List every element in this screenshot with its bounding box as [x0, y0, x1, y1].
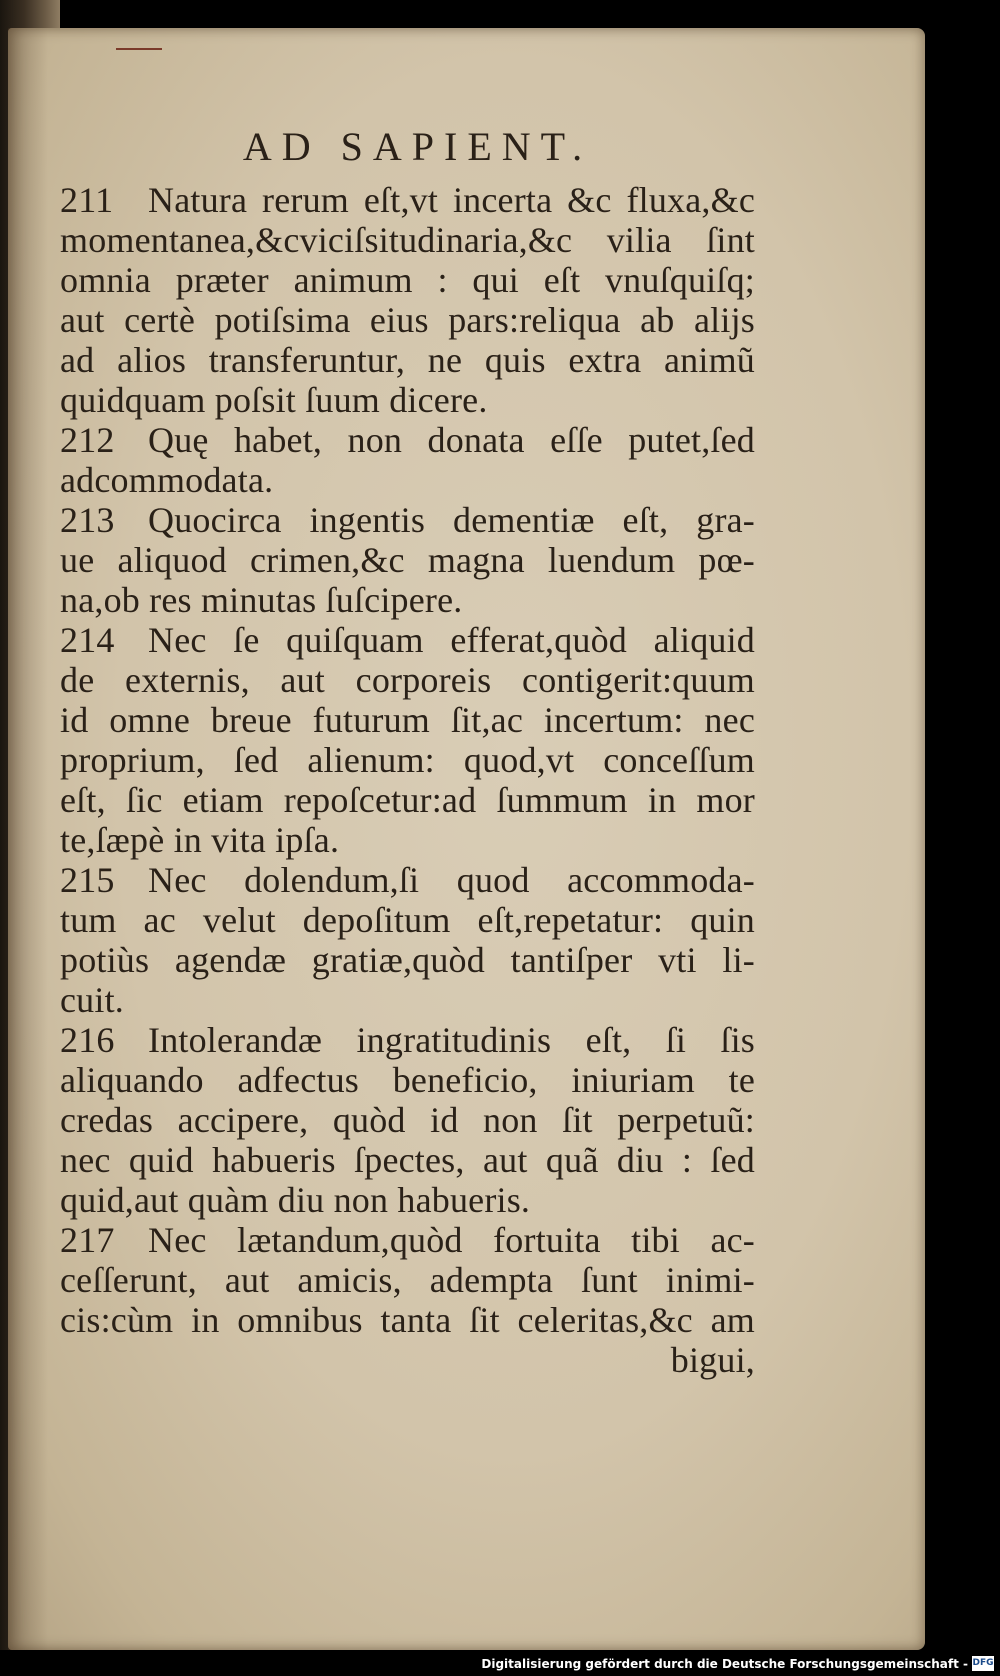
- line-text: quidquam poſsit ſuum dicere.: [60, 380, 488, 420]
- text-lines: [60, 180, 755, 1380]
- line-text: nec quid habueris ſpectes, aut quã diu : ſed: [60, 1140, 755, 1180]
- paragraph-number: 217: [60, 1220, 115, 1260]
- line-text: cuit.: [60, 980, 124, 1020]
- line-text: Nec dolendum,ſi quod accommoda-: [148, 860, 755, 900]
- book-page: [8, 28, 925, 1650]
- paragraph-number: 214: [60, 620, 115, 660]
- text-line: [60, 460, 755, 500]
- line-text: proprium, ſed alienum: quod,vt conceſſum: [60, 740, 755, 780]
- text-line: [60, 1020, 755, 1060]
- text-line: [60, 300, 755, 340]
- line-text: aliquando adfectus beneficio, iniuriam te: [60, 1060, 755, 1100]
- text-line: [60, 980, 755, 1020]
- line-text: Quocirca ingentis dementiæ eſt, gra-: [148, 500, 755, 540]
- line-text: na,ob res minutas ſuſcipere.: [60, 580, 463, 620]
- text-line: [60, 620, 755, 660]
- text-line: [60, 500, 755, 540]
- line-text: te,ſæpè in vita ipſa.: [60, 820, 340, 860]
- line-text: eſt, ſic etiam repoſcetur:ad ſummum in mor: [60, 780, 755, 820]
- running-head: AD SAPIENT.: [242, 124, 593, 169]
- line-text: quid,aut quàm diu non habueris.: [60, 1180, 531, 1220]
- text-line: [60, 540, 755, 580]
- text-line: [60, 380, 755, 420]
- line-text: Intolerandæ ingratitudinis eſt, ſi ſis: [148, 1020, 755, 1060]
- line-text: Quę habet, non donata eſſe putet,ſed: [148, 420, 755, 460]
- text-line: [60, 420, 755, 460]
- dfg-logo: DFG: [972, 1656, 994, 1671]
- text-line: [60, 1100, 755, 1140]
- text-line: [60, 180, 755, 220]
- gutter-shadow: [8, 28, 48, 1650]
- text-line: [60, 820, 755, 860]
- paragraph-number: 215: [60, 860, 115, 900]
- text-line: [60, 1060, 755, 1100]
- text-line: [60, 1340, 755, 1380]
- paragraph-number: 212: [60, 420, 115, 460]
- footer-credit: Digitalisierung gefördert durch die Deutsche Forschungsgemeinschaft -: [481, 1657, 968, 1671]
- text-line: [60, 900, 755, 940]
- text-line: [60, 220, 755, 260]
- text-line: [60, 660, 755, 700]
- ink-mark: [116, 48, 162, 50]
- text-block: [60, 118, 755, 1380]
- line-text: ad alios transferuntur, ne quis extra animũ: [60, 340, 755, 380]
- text-line: [60, 780, 755, 820]
- text-line: [60, 260, 755, 300]
- paragraph-number: 213: [60, 500, 115, 540]
- line-text: potiùs agendæ gratiæ,quòd tantiſper vti li-: [60, 940, 755, 980]
- line-text: ceſſerunt, aut amicis, adempta ſunt inimi-: [60, 1260, 755, 1300]
- paragraph-number: 216: [60, 1020, 115, 1060]
- line-text: Natura rerum eſt,vt incerta &c fluxa,&c: [148, 180, 755, 220]
- text-line: [60, 740, 755, 780]
- line-text: tum ac velut depoſitum eſt,repetatur: quin: [60, 900, 755, 940]
- line-text: momentanea,&cviciſsitudinaria,&c vilia ſint: [60, 220, 755, 260]
- line-text: id omne breue futurum ſit,ac incertum: nec: [60, 700, 755, 740]
- text-line: [60, 700, 755, 740]
- line-text: ue aliquod crimen,&c magna luendum pœ-: [60, 540, 755, 580]
- paragraph-number: 211: [60, 180, 114, 220]
- text-line: [60, 860, 755, 900]
- line-text: cis:cùm in omnibus tanta ſit celeritas,&c am: [60, 1300, 755, 1340]
- text-line: [60, 1140, 755, 1180]
- text-line: [60, 1260, 755, 1300]
- line-text: credas accipere, quòd id non ſit perpetuũ:: [60, 1100, 755, 1140]
- line-text: bigui,: [670, 1340, 755, 1380]
- text-line: [60, 940, 755, 980]
- line-text: omnia præter animum : qui eſt vnuſquiſq;: [60, 260, 755, 300]
- line-text: Nec lætandum,quòd fortuita tibi ac-: [148, 1220, 755, 1260]
- text-line: [60, 1180, 755, 1220]
- line-text: aut certè potiſsima eius pars:reliqua ab alijs: [60, 300, 755, 340]
- text-line: [60, 1220, 755, 1260]
- line-text: de externis, aut corporeis contigerit:quum: [60, 660, 755, 700]
- text-line: [60, 1300, 755, 1340]
- text-line: [60, 340, 755, 380]
- line-text: adcommodata.: [60, 460, 274, 500]
- text-line: [60, 580, 755, 620]
- line-text: Nec ſe quiſquam efferat,quòd aliquid: [148, 620, 755, 660]
